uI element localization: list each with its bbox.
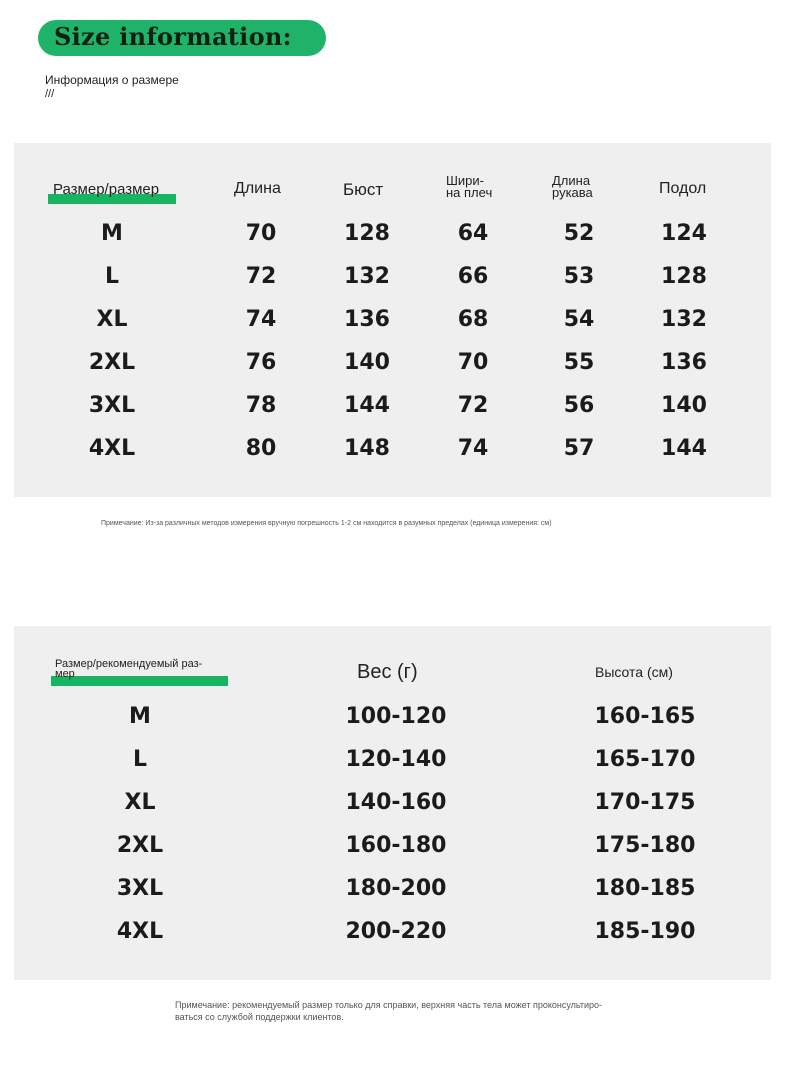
cell-weight: 140-160 [345, 790, 447, 815]
cell-weight: 180-200 [345, 876, 447, 901]
cell-shoulder: 72 [457, 393, 489, 418]
cell-size: M [101, 221, 123, 246]
col-header-hem: Подол [659, 180, 707, 197]
size-table-note: Примечание: Из-за различных методов измерения вручную погрешность 1-2 см находится в разумных пределах (единица измерения: см) [101, 520, 552, 527]
cell-length: 78 [245, 393, 277, 418]
recommendation-note [175, 999, 602, 1023]
recommendation-note-line2: ваться со службой поддержки клиентов. [175, 1012, 344, 1022]
cell-length: 74 [245, 307, 277, 332]
cell-height: 180-185 [594, 876, 696, 901]
recommendation-table [14, 626, 771, 980]
cell-height: 175-180 [594, 833, 696, 858]
cell-height: 165-170 [594, 747, 696, 772]
subtitle-slashes: /// [45, 88, 55, 100]
cell-sleeve: 57 [563, 436, 595, 461]
table-row [14, 695, 771, 738]
table-row [14, 824, 771, 867]
cell-weight: 100-120 [345, 704, 447, 729]
table-row [14, 298, 771, 341]
cell-shoulder: 74 [457, 436, 489, 461]
col-header-size: Размер/размер [53, 181, 160, 198]
cell-hem: 128 [661, 264, 707, 289]
cell-length: 70 [245, 221, 277, 246]
col-header-length: Длина [234, 180, 281, 197]
col-header-sleeve [552, 175, 593, 198]
subtitle: Информация о размере [45, 73, 179, 87]
col-header-shoulder [446, 175, 492, 198]
banner-title: Size information: [54, 22, 292, 51]
cell-size: 3XL [116, 876, 164, 901]
cell-bust: 144 [344, 393, 390, 418]
size-table [14, 143, 771, 497]
cell-shoulder: 66 [457, 264, 489, 289]
cell-bust: 128 [344, 221, 390, 246]
cell-size: 2XL [116, 833, 164, 858]
cell-size: 2XL [88, 350, 136, 375]
col-header-shoulder-line2: на плеч [446, 184, 493, 200]
cell-hem: 136 [661, 350, 707, 375]
table-row [14, 427, 771, 470]
cell-size: L [104, 264, 120, 289]
table-row [14, 255, 771, 298]
cell-shoulder: 70 [457, 350, 489, 375]
cell-sleeve: 52 [563, 221, 595, 246]
table-row [14, 738, 771, 781]
table-row [14, 341, 771, 384]
cell-bust: 148 [344, 436, 390, 461]
col-header-weight: Вес (г) [357, 661, 418, 683]
cell-sleeve: 55 [563, 350, 595, 375]
cell-bust: 140 [344, 350, 390, 375]
table-row [14, 781, 771, 824]
cell-hem: 132 [661, 307, 707, 332]
cell-height: 185-190 [594, 919, 696, 944]
cell-hem: 144 [661, 436, 707, 461]
cell-length: 72 [245, 264, 277, 289]
col-header-rec-size [55, 660, 202, 680]
table-row [14, 867, 771, 910]
cell-size: M [129, 704, 151, 729]
size-info-banner [38, 20, 326, 56]
table-row [14, 212, 771, 255]
col-header-rec-size-line1: Размер/рекомендуемый раз- [55, 658, 203, 670]
cell-size: L [132, 747, 148, 772]
col-header-rec-size-line2: мер [55, 667, 75, 680]
cell-height: 170-175 [594, 790, 696, 815]
cell-shoulder: 64 [457, 221, 489, 246]
cell-size: 4XL [88, 436, 136, 461]
cell-size: XL [96, 307, 128, 332]
cell-length: 80 [245, 436, 277, 461]
cell-weight: 120-140 [345, 747, 447, 772]
table-row [14, 910, 771, 953]
cell-sleeve: 53 [563, 264, 595, 289]
cell-size: 4XL [116, 919, 164, 944]
table-row [14, 384, 771, 427]
col-header-height: Высота (см) [595, 664, 673, 680]
cell-size: 3XL [88, 393, 136, 418]
cell-sleeve: 56 [563, 393, 595, 418]
recommendation-note-line1: Примечание: рекомендуемый размер только для справки, верхняя часть тела может проконсультиро- [175, 1000, 603, 1010]
cell-weight: 200-220 [345, 919, 447, 944]
cell-shoulder: 68 [457, 307, 489, 332]
cell-bust: 132 [344, 264, 390, 289]
cell-weight: 160-180 [345, 833, 447, 858]
col-header-shoulder-line1: Шири- [446, 173, 484, 188]
cell-hem: 140 [661, 393, 707, 418]
col-header-sleeve-line2: рукава [552, 184, 593, 200]
cell-height: 160-165 [594, 704, 696, 729]
cell-bust: 136 [344, 307, 390, 332]
cell-length: 76 [245, 350, 277, 375]
cell-hem: 124 [661, 221, 707, 246]
col-header-bust: Бюст [343, 180, 384, 199]
cell-size: XL [124, 790, 156, 815]
col-header-sleeve-line1: Длина [552, 173, 591, 188]
cell-sleeve: 54 [563, 307, 595, 332]
